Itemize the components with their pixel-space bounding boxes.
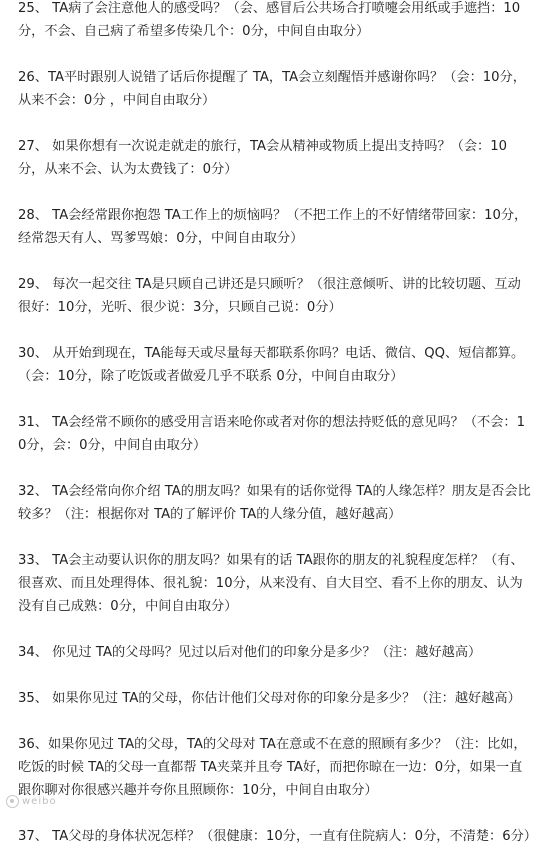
question-item-26: 26、TA平时跟别人说错了话后你提醒了 TA，TA会立刻醒悟并感谢你吗？（会：10分，从来不会：0分 ，中间自由取分） xyxy=(18,70,526,108)
question-item-32: 32、 TA会经常向你介绍 TA的朋友吗？如果有的话你觉得 TA的人缘怎样？朋友是否会比较多？（注：根据你对 TA的了解评价 TA的人缘分值，越好越高） xyxy=(18,484,531,522)
question-item-30: 30、 从开始到现在，TA能每天或尽量每天都联系你吗？电话、微信、QQ、短信都算。（会：10分，除了吃饭或者做爱几乎不联系 0分，中间自由取分） xyxy=(18,346,525,384)
question-item-35: 35、 如果你见过 TA的父母，你估计他们父母对你的印象分是多少？（注：越好越高） xyxy=(18,691,521,706)
question-item-27: 27、 如果你想有一次说走就走的旅行，TA会从精神或物质上提出支持吗？（会：10分，从来不会、认为太费钱了：0分） xyxy=(18,139,507,177)
weibo-logo-icon xyxy=(6,795,19,808)
question-item-31: 31、 TA会经常不顾你的感受用言语来呛你或者对你的想法持贬低的意见吗？（不会：10分，会：0分，中间自由取分） xyxy=(18,415,525,453)
weibo-watermark xyxy=(6,795,57,808)
question-item-25: 25、 TA病了会注意他人的感受吗？（会、感冒后公共场合打喷嚏会用纸或手遮挡：10分，不会、自己病了希望多传染几个：0分，中间自由取分） xyxy=(18,1,521,39)
question-item-33: 33、 TA会主动要认识你的朋友吗？如果有的话 TA跟你的朋友的礼貌程度怎样？（有、很喜欢、而且处理得体、很礼貌：10分，从来没有、自大目空、看不上你的朋友、认为没有自己成熟：0分，中间自由取分） xyxy=(18,553,524,614)
watermark-text: weibo xyxy=(22,796,57,807)
question-item-28: 28、 TA会经常跟你抱怨 TA工作上的烦恼吗？（不把工作上的不好情绪带回家：10分，经常怨天有人、骂爹骂娘：0分，中间自由取分） xyxy=(18,208,528,246)
question-item-29: 29、 每次一起交往 TA是只顾自己讲还是只顾听？（很注意倾听、讲的比较切题、互动很好：10分，光听、很少说：3分，只顾自己说：0分） xyxy=(18,277,521,315)
question-item-36: 36、如果你见过 TA的父母，TA的父母对 TA在意或不在意的照顾有多少？（注：比如，吃饭的时候 TA的父母一直都帮 TA夹菜并且夸 TA好，而把你晾在一边：0分，如果一直跟你聊对你很感兴趣并夸你且照顾你：10分，中间自由取分） xyxy=(18,737,527,798)
question-item-37: 37、 TA父母的身体状况怎样？（很健康：10分，一直有住院病人：0分，不清楚：6分） xyxy=(18,829,537,844)
question-item-34: 34、 你见过 TA的父母吗？见过以后对他们的印象分是多少？（注：越好越高） xyxy=(18,645,482,660)
